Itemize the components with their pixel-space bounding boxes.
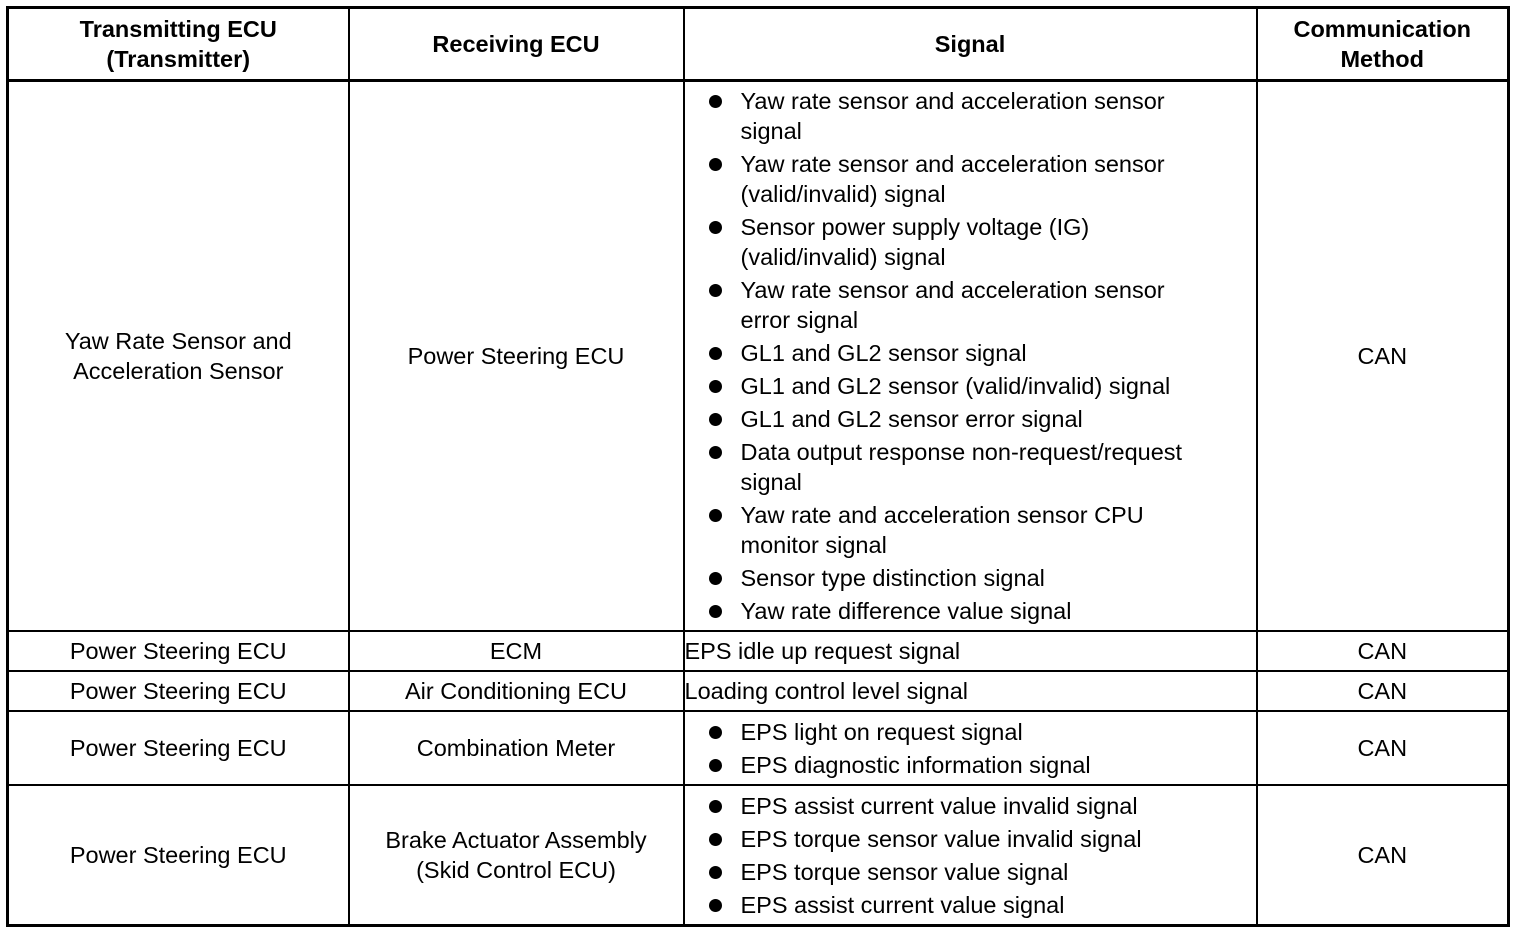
transmitter-cell [8, 711, 349, 785]
signal-item [709, 275, 1216, 335]
transmitter-cell [8, 785, 349, 926]
signal-item [709, 371, 1216, 401]
signal-text: EPS torque sensor value signal [740, 858, 1069, 885]
signal-text: GL1 and GL2 sensor (valid/invalid) signal [740, 373, 1171, 399]
method-cell: CAN [1257, 671, 1509, 711]
bullet-dot-icon [709, 413, 722, 426]
ecu-communication-table [6, 6, 1510, 927]
signal-item [709, 791, 1216, 821]
receiver-line: Air Conditioning ECU [404, 678, 628, 704]
signal-text: Data output response non-request/request signal [740, 439, 1183, 495]
signal-cell [684, 81, 1257, 632]
signal-item [709, 86, 1216, 146]
signal-text: Sensor power supply voltage (IG) (valid/invalid) signal [740, 214, 1090, 270]
bullet-dot-icon [709, 866, 722, 879]
signal-text: GL1 and GL2 sensor signal [740, 340, 1027, 366]
method-cell: CAN [1257, 631, 1509, 671]
bullet-dot-icon [709, 158, 722, 171]
bullet-dot-icon [709, 221, 722, 234]
signal-item [709, 563, 1216, 593]
transmitter-line: Power Steering ECU [69, 638, 287, 664]
bullet-dot-icon [709, 726, 722, 739]
signal-text: Yaw rate sensor and acceleration sensor signal [740, 88, 1165, 144]
signal-text: EPS light on request signal [740, 718, 1023, 745]
receiver-cell [349, 785, 684, 926]
bullet-dot-icon [709, 446, 722, 459]
signal-item [709, 437, 1216, 497]
signal-text: Yaw rate sensor and acceleration sensor (valid/invalid) signal [740, 151, 1165, 207]
header-signal: Signal [684, 8, 1257, 81]
signal-item [709, 404, 1216, 434]
transmitter-line: Acceleration Sensor [73, 358, 284, 384]
bullet-dot-icon [709, 284, 722, 297]
bullet-dot-icon [709, 347, 722, 360]
transmitter-cell [8, 81, 349, 632]
signal-item [709, 596, 1216, 626]
signal-item [709, 717, 1216, 747]
table-row [8, 711, 1509, 785]
table-row [8, 631, 1509, 671]
signal-text: EPS diagnostic information signal [740, 751, 1091, 778]
signal-text: Yaw rate and acceleration sensor CPU monitor signal [740, 502, 1144, 558]
signal-item [709, 500, 1216, 560]
receiver-line: ECM [489, 638, 543, 664]
signal-cell: EPS idle up request signal [684, 631, 1257, 671]
bullet-dot-icon [709, 759, 722, 772]
signal-item [709, 212, 1216, 272]
table-row [8, 785, 1509, 926]
table-row [8, 81, 1509, 632]
receiver-line: (Skid Control ECU) [416, 857, 616, 883]
header-receiving-ecu: Receiving ECU [349, 8, 684, 81]
header-method-line-1: Communication [1293, 16, 1472, 42]
signal-item [709, 149, 1216, 209]
transmitter-cell [8, 631, 349, 671]
receiver-line: Power Steering ECU [407, 343, 625, 369]
bullet-dot-icon [709, 95, 722, 108]
method-cell: CAN [1257, 711, 1509, 785]
receiver-cell [349, 711, 684, 785]
signal-text: Sensor type distinction signal [740, 565, 1045, 591]
signal-item [709, 824, 1216, 854]
bullet-dot-icon [709, 899, 722, 912]
transmitter-line: Power Steering ECU [69, 678, 287, 704]
bullet-dot-icon [709, 833, 722, 846]
signal-text: EPS assist current value invalid signal [740, 792, 1138, 819]
signal-list [685, 787, 1256, 924]
signal-item [709, 338, 1216, 368]
signal-text: GL1 and GL2 sensor error signal [740, 406, 1083, 432]
signal-text: EPS torque sensor value invalid signal [740, 825, 1142, 852]
signal-item [709, 857, 1216, 887]
signal-list [685, 713, 1256, 784]
receiver-line: Brake Actuator Assembly [385, 827, 647, 853]
header-transmitting-line-1: Transmitting ECU [79, 16, 277, 42]
signal-cell: Loading control level signal [684, 671, 1257, 711]
receiver-line: Combination Meter [416, 735, 616, 761]
signal-text: Yaw rate difference value signal [740, 598, 1072, 624]
transmitter-line: Power Steering ECU [69, 735, 287, 761]
bullet-dot-icon [709, 509, 722, 522]
receiver-cell [349, 81, 684, 632]
bullet-dot-icon [709, 800, 722, 813]
signal-cell [684, 785, 1257, 926]
method-cell: CAN [1257, 785, 1509, 926]
transmitter-cell [8, 671, 349, 711]
header-row [8, 8, 1509, 81]
bullet-dot-icon [709, 380, 722, 393]
header-transmitting-line-2: (Transmitter) [106, 46, 251, 72]
receiver-cell [349, 631, 684, 671]
receiver-cell [349, 671, 684, 711]
signal-text: Yaw rate sensor and acceleration sensor error signal [740, 277, 1165, 333]
header-communication-method [1257, 8, 1509, 81]
signal-list [685, 82, 1256, 630]
signal-text: EPS assist current value signal [740, 891, 1065, 918]
header-transmitting-ecu [8, 8, 349, 81]
signal-item [709, 890, 1216, 920]
signal-cell [684, 711, 1257, 785]
transmitter-line: Yaw Rate Sensor and [64, 328, 292, 354]
method-cell: CAN [1257, 81, 1509, 632]
table-row [8, 671, 1509, 711]
bullet-dot-icon [709, 605, 722, 618]
signal-item [709, 750, 1216, 780]
transmitter-line: Power Steering ECU [69, 842, 287, 868]
bullet-dot-icon [709, 572, 722, 585]
header-method-line-2: Method [1340, 46, 1425, 72]
